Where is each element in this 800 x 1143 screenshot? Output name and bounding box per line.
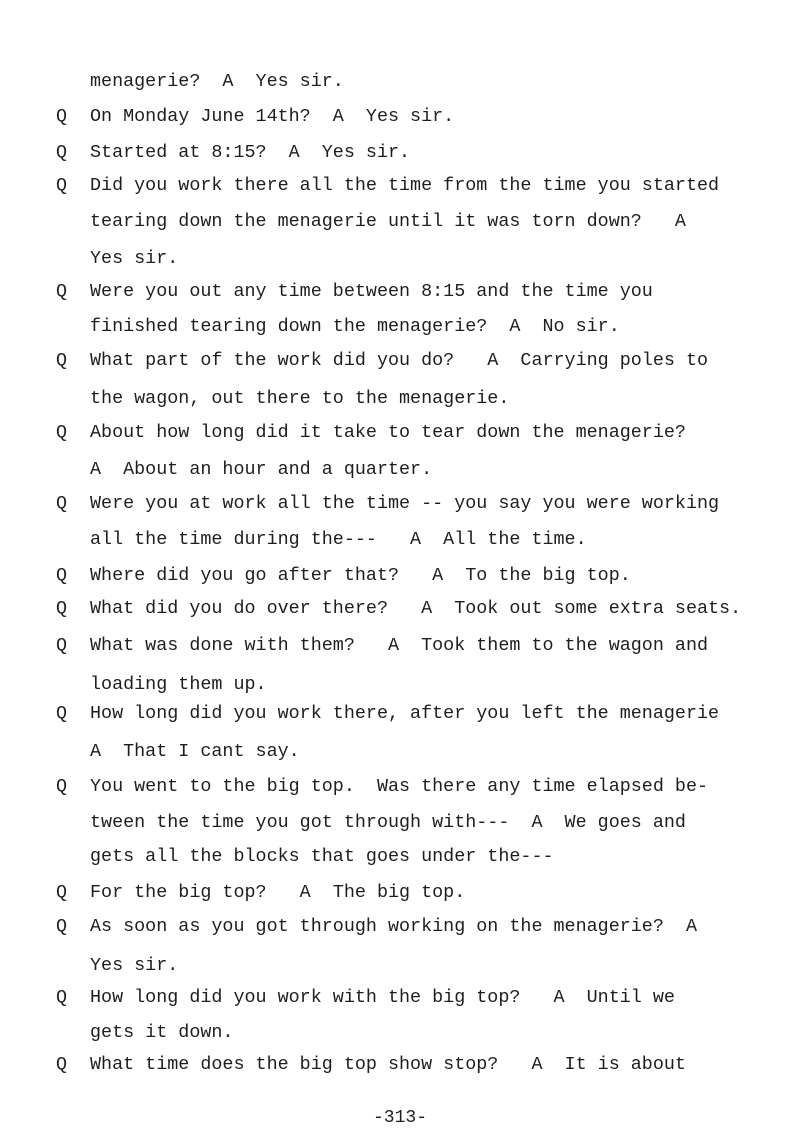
line-text: What time does the big top show stop? A It is about <box>90 1054 686 1075</box>
question-marker: Q <box>56 565 68 586</box>
line-text: Yes sir. <box>90 955 179 976</box>
question-marker: Q <box>56 703 68 724</box>
transcript-line <box>0 105 800 129</box>
transcript-line <box>0 673 800 697</box>
transcript-line <box>0 174 800 198</box>
question-marker: Q <box>56 142 68 163</box>
line-text: As soon as you got through working on the menagerie? A <box>90 916 697 937</box>
line-text: On Monday June 14th? A Yes sir. <box>90 106 455 127</box>
transcript-line <box>0 141 800 165</box>
question-marker: Q <box>56 106 68 127</box>
transcript-line <box>0 775 800 799</box>
line-text: Did you work there all the time from the time you started <box>90 175 720 196</box>
question-marker: Q <box>56 493 68 514</box>
line-text: Where did you go after that? A To the big top. <box>90 565 631 586</box>
line-text: all the time during the--- A All the time. <box>90 529 587 550</box>
line-text: About how long did it take to tear down the menagerie? <box>90 422 686 443</box>
transcript-line <box>0 1053 800 1077</box>
transcript-line <box>0 954 800 978</box>
question-marker: Q <box>56 175 68 196</box>
transcript-line <box>0 349 800 373</box>
transcript-line <box>0 421 800 445</box>
page-number: -313- <box>372 1108 427 1128</box>
question-marker: Q <box>56 882 68 903</box>
line-text: Yes sir. <box>90 248 179 269</box>
transcript-line <box>0 597 800 621</box>
transcript-line <box>0 210 800 234</box>
line-text: How long did you work there, after you left the menagerie <box>90 703 720 724</box>
question-marker: Q <box>56 281 68 302</box>
line-text: tween the time you got through with--- A We goes and <box>90 812 686 833</box>
line-text: Were you out any time between 8:15 and the time you <box>90 281 653 302</box>
transcript-line <box>0 811 800 835</box>
question-marker: Q <box>56 776 68 797</box>
transcript-line <box>0 845 800 869</box>
question-marker: Q <box>56 350 68 371</box>
line-text: gets it down. <box>90 1022 234 1043</box>
transcript-line <box>0 564 800 588</box>
transcript-line <box>0 387 800 411</box>
question-marker: Q <box>56 1054 68 1075</box>
transcript-line <box>0 881 800 905</box>
transcript-line <box>0 634 800 658</box>
transcript-line <box>0 740 800 764</box>
line-text: loading them up. <box>90 674 267 695</box>
line-text: A About an hour and a quarter. <box>90 459 433 480</box>
line-text: menagerie? A Yes sir. <box>90 71 344 92</box>
line-text: finished tearing down the menagerie? A No sir. <box>90 316 620 337</box>
transcript-line <box>0 1021 800 1045</box>
transcript-line <box>0 702 800 726</box>
question-marker: Q <box>56 916 68 937</box>
line-text: Were you at work all the time -- you say you were working <box>90 493 720 514</box>
line-text: How long did you work with the big top? A Until we <box>90 987 675 1008</box>
transcript-line <box>0 492 800 516</box>
line-text: tearing down the menagerie until it was torn down? A <box>90 211 686 232</box>
question-marker: Q <box>56 422 68 443</box>
line-text: You went to the big top. Was there any time elapsed be- <box>90 776 709 797</box>
line-text: What did you do over there? A Took out some extra seats. <box>90 598 742 619</box>
line-text: Started at 8:15? A Yes sir. <box>90 142 411 163</box>
transcript-line <box>0 915 800 939</box>
transcript-line <box>0 458 800 482</box>
question-marker: Q <box>56 987 68 1008</box>
line-text: What was done with them? A Took them to the wagon and <box>90 635 709 656</box>
question-marker: Q <box>56 635 68 656</box>
question-marker: Q <box>56 598 68 619</box>
transcript-line <box>0 247 800 271</box>
line-text: What part of the work did you do? A Carrying poles to <box>90 350 709 371</box>
line-text: gets all the blocks that goes under the--- <box>90 846 554 867</box>
transcript-line <box>0 986 800 1010</box>
line-text: For the big top? A The big top. <box>90 882 466 903</box>
line-text: the wagon, out there to the menagerie. <box>90 388 510 409</box>
transcript-line <box>0 280 800 304</box>
transcript-line <box>0 315 800 339</box>
transcript-line <box>0 528 800 552</box>
transcript-line <box>0 70 800 94</box>
line-text: A That I cant say. <box>90 741 300 762</box>
